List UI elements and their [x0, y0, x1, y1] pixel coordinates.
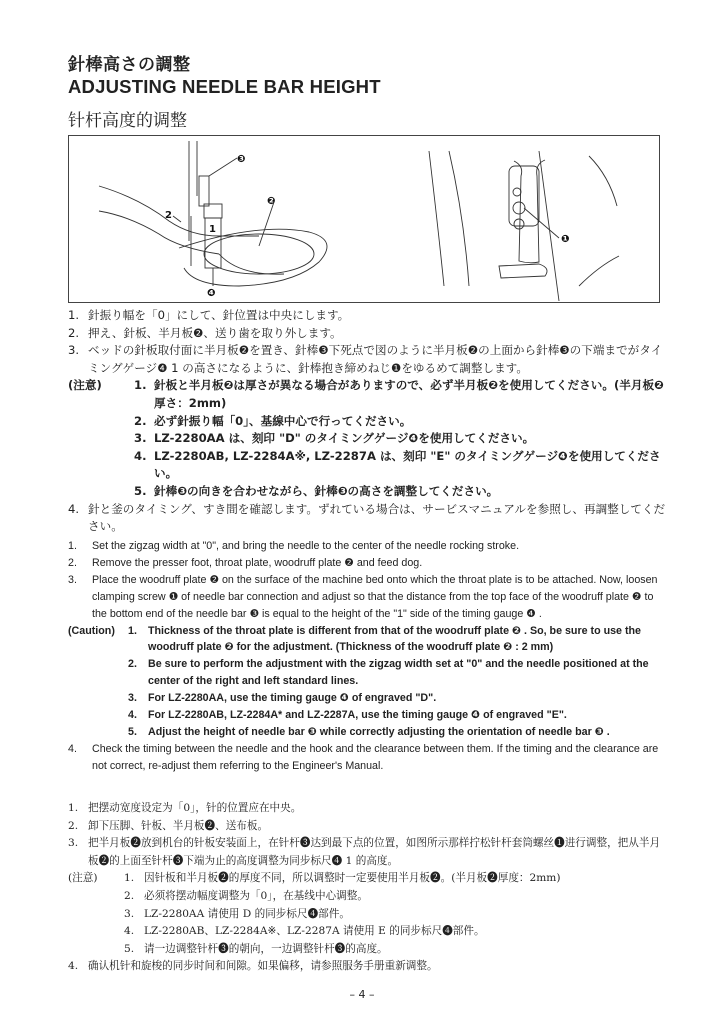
title-japanese: 針棒高さの調整	[68, 55, 191, 75]
caution-item: (注意) 1. 針板と半月板❷は厚さが異なる場合がありますので、必ず半月板❷を使用してください。(半月板❷厚さ：2mm)	[68, 378, 664, 410]
bed-edge-line	[99, 186, 259, 236]
caution-item: 3. For LZ-2280AA, use the timing gauge ❹ of engraved "D".	[128, 692, 437, 705]
page-number: – 4 –	[349, 988, 375, 1001]
clamping-screw-shape	[513, 202, 525, 214]
chinese-instructions	[68, 800, 668, 976]
list-item: 2. 押え、針板、半月板❷、送り歯を取り外します。	[68, 325, 342, 340]
list-item: 1. Set the zigzag width at "0", and bring the needle to the center of the needle rocking stroke.	[68, 540, 520, 552]
arm-left-edge	[429, 151, 444, 286]
caution-item: 2. 必ず針振り幅「0」、基線中心で行ってください。	[134, 413, 412, 428]
english-instructions	[68, 538, 668, 775]
caution-item: 2. Be sure to perform the adjustment with the zigzag width set at "0" and the needle positioned at the center of the right and left standard lines.	[128, 658, 649, 688]
callout-2-plain: 2	[165, 210, 172, 221]
list-item: 2. Remove the presser foot, throat plate, woodruff plate ❷ and feed dog.	[68, 556, 423, 569]
caution-item: 3. LZ-2280AA 请使用 D 的同步标尺❹部件。	[124, 907, 350, 920]
caution-item: 4. LZ-2280AB、LZ-2284A※、LZ-2287A 请使用 E 的同步标尺❹部件。	[124, 925, 485, 938]
title-chinese: 针杆高度的调整	[68, 111, 187, 131]
caution-item: 4. LZ-2280AB, LZ-2284A※, LZ-2287A は、刻印 "E" のタイミングゲージ❹を使用してください。	[134, 448, 661, 481]
list-item: 1. 針振り幅を「0」にして、針位置は中央にします。	[68, 308, 350, 322]
caution-item: 3. LZ-2280AA は、刻印 "D" のタイミングゲージ❹を使用してください。	[134, 431, 535, 446]
figure-box	[68, 135, 660, 303]
list-item: 2. 卸下压脚、针板、半月板❷、送布板。	[68, 819, 269, 832]
caution-item: 5. 请一边调整针杆❸的朝向，一边调整针杆❸的高度。	[124, 942, 388, 955]
caution-item: 5. 針棒❸の向きを合わせながら、針棒❸の高さを調整してください。	[134, 483, 499, 498]
caution-item: 5. Adjust the height of needle bar ❸ while correctly adjusting the orientation of needle bar ❸ .	[128, 725, 610, 738]
callout-3: ❸	[237, 154, 246, 165]
list-item: 4. 針と釜のタイミング、すき間を確認します。ずれている場合は、サービスマニュアルを参照し、再調整してください。	[68, 501, 666, 534]
caution-item: 4. For LZ-2280AB, LZ-2284A* and LZ-2287A, use the timing gauge ❹ of engraved "E".	[128, 709, 567, 722]
callout-2: ❷	[267, 196, 276, 207]
title-english: ADJUSTING NEEDLE BAR HEIGHT	[68, 76, 381, 97]
japanese-instructions	[68, 307, 668, 536]
caution-item: (注意) 1. 因针板和半月板❷的厚度不同，所以调整时一定要使用半月板❷。(半月板❷厚度：2mm)	[68, 872, 561, 885]
callout-4: ❹	[207, 288, 216, 299]
list-item: 4. 确认机针和旋梭的同步时间和间隙。如果偏移，请参照服务手册重新调整。	[68, 960, 438, 973]
list-item: 3. ベッドの針板取付面に半月板❷を置き、針棒❸下死点で図のように半月板❷の上面から針棒❸の下端までがタイミングゲージ❹ 1 の高さになるように、針棒抱き締めねじ❶をゆるめて調整します。	[68, 343, 663, 375]
list-item: 3. 把半月板❷放到机台的针板安装面上，在针杆❸达到最下点的位置，如图所示那样拧松针杆套筒螺丝❶进行调整，把从半月板❷的上面至针杆❸下端为止的高度调整为同步标尺❹ 1 的高度。	[68, 837, 661, 867]
caution-item: (Caution) 1. Thickness of the throat plate is different from that of the woodruff plate ❷ . So, be sure to use the woodruff plate ❷ for the adjustment. (Thickness of the woodruff plate ❷ : 2 mm)	[68, 624, 641, 654]
list-item: 3. Place the woodruff plate ❷ on the surface of the machine bed onto which the throat plate is to be attached. Now, loosen clamping screw ❶ of needle bar connection and adjust so that the distance from the top face of the woodruff plate ❷ to the bottom end of the needle bar ❸ is equal to the height of the "1" side of the timing gauge ❹ .	[68, 573, 658, 620]
callout-1: ❶	[561, 234, 570, 245]
list-item: 4. Check the timing between the needle and the hook and the clearance between them. If the timing and the clearance are not correct, re-adjust them referring to the Engineer's Manual.	[68, 742, 659, 772]
woodruff-plate-outline	[179, 229, 327, 286]
caution-item: 2. 必须将摆动幅度调整为「0」，在基线中心调整。	[124, 889, 368, 902]
needle-bar-illustration	[69, 136, 659, 302]
list-item: 1. 把摆动宽度设定为「0」，针的位置应在中央。	[68, 802, 302, 814]
callout-1-plain: 1	[209, 224, 216, 235]
bed-lower-line	[99, 211, 219, 254]
